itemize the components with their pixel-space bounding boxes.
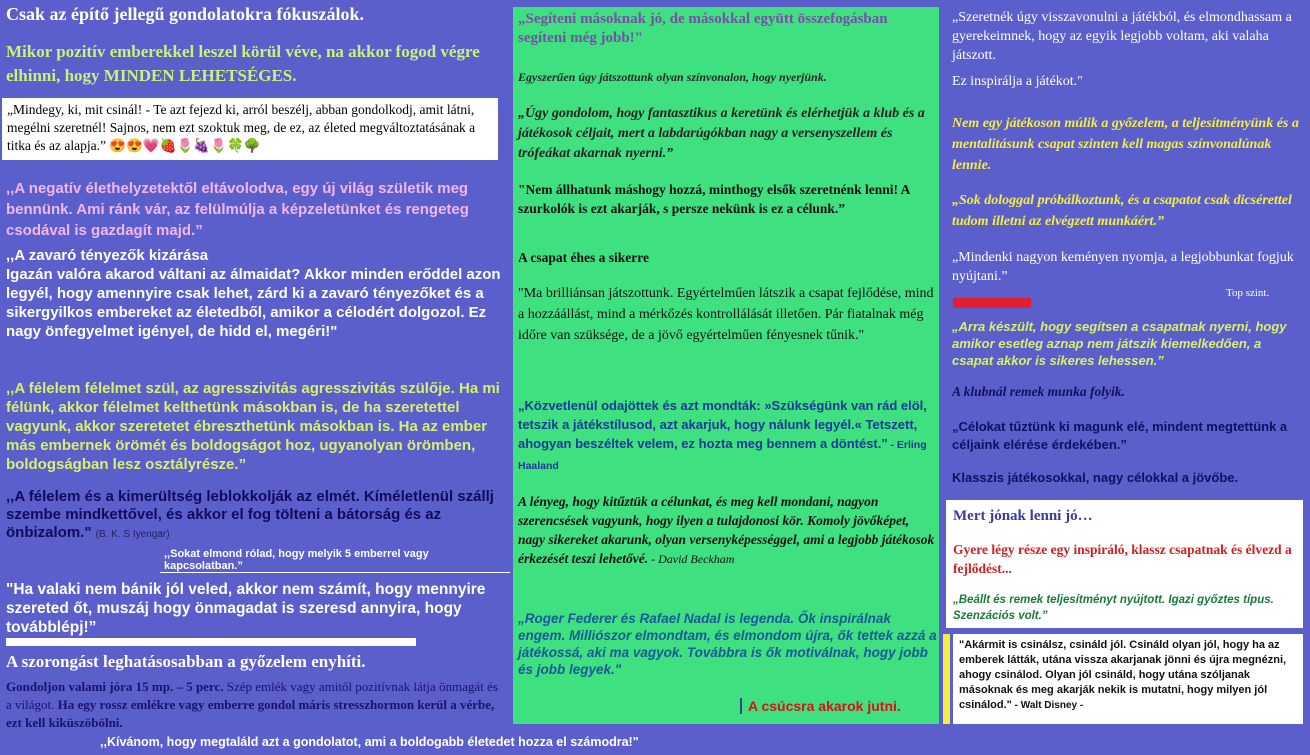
anxiety-title: A szorongást leghatásosabban a győzelem enyhíti. (6, 652, 366, 671)
anxiety-lead: Gondoljon valami jóra 15 mp. – 5 perc. (6, 679, 224, 694)
quote-fatigue-text: ,,A félelem és a kimerültség leblokkolják az elmét. Kíméletlenül szállj szembe mindkettővel, és akkor el fog tölteni a bátorság és az önbizalom." (6, 488, 494, 541)
disney-quote-author: - Walt Disney - (1011, 700, 1084, 711)
quote-haaland (518, 396, 938, 476)
quote-beckham-text: A lényeg, hogy kitűztük a célunkat, és meg kell mondani, nagyon szerencsések vagyunk, hogy ilyen a tulajdonosi kör. Komoly jövőképet, nagy sikereket akarunk, olyan versenyképességgel, ami a legjobb játékosok érkezését teszi lehetővé. (518, 494, 935, 566)
invite-text: Gyere légy része egy inspiráló, klassz csapatnak és élvezd a fejlődést... (953, 542, 1292, 576)
footer-wish: ,,Kívánom, hogy megtaláld azt a gondolatot, ami a boldogabb életedet hozza el számodra!" (100, 735, 639, 749)
left-heading-positive: Mikor pozitív emberekkel leszel körül véve, na akkor fogod végre elhinni, hogy MINDEN LEHETSÉGES. (6, 42, 480, 85)
quote-selflove: "Ha valaki nem bánik jól veled, akkor nem számít, hogy mennyire szereted őt, muszáj hogy önmagadat is szeresd annyira, hogy továbblépj!” (6, 581, 486, 636)
quote-distraction (6, 246, 506, 341)
quote-federer: „Roger Federer és Rafael Nadal is legenda. Ők inspirálnak engem. Milliószor elmondtam, és elmondom újra, ők tettek azzá a játékossá, aki ma vagyok. Továbbra is ők motiválnak, hogy jobb és jobb legyek." (518, 611, 937, 677)
disney-quote-text: "Akármit is csinálsz, csináld jól. Csináld olyan jól, hogy ha az emberek látták, utána vissza akarjanak jönni és újra megnézni, ahogy csinálod. Olyan jól csináld, hogy utána szóljanak másoknak és meg akarják nekik is mutatni, hogy milyen jól csinálod." (959, 639, 1287, 711)
quote-first: "Nem állhatunk máshogy hozzá, minthogy elsők szeretnénk lenni! A szurkolók is ezt akarják, s persze nekünk is ez a célunk.” (518, 182, 910, 216)
team-hungry: A csapat éhes a sikerre (518, 250, 649, 265)
quote-negative: ,,A negatív élethelyzetektől eltávolodva, egy új világ születik meg bennünk. Ami ránk vár, az felülmúlja a képzeletünket és rengeteg csodával is gazdagít majd.” (6, 180, 469, 239)
quote-fatigue-author: (B. K. S Iyengar) (95, 529, 170, 540)
summit-text: A csúcsra akarok jutni. (740, 698, 936, 714)
quote-inspire: Ez inspirálja a játékot." (952, 74, 1083, 89)
quote-frame: „Úgy gondolom, hogy fantasztikus a keretünk és elérhetjük a klub és a játékosok céljait, mert a labdarúgókban nagy a versenyszellem és trófeákat akarnak nyerni.” (518, 106, 925, 161)
quote-hard: „Mindenki nagyon keményen nyomja, a legjobbunkat fogjuk nyújtani.” (952, 250, 1294, 284)
quote-beckham (518, 492, 938, 569)
yellow-bar (943, 634, 950, 724)
anxiety-body1: Szép emlék vagy amitől pozitívnak látja önmagát és a világot. (6, 679, 498, 712)
left-box-quote: „Mindegy, ki, mit csinál! - Te azt fejezd ki, arról beszélj, abban gondolkodj, amit látni, megélni szeretnél! Sajnos, nem ezt szoktuk meg, de ez, az életed megváltoztatásának a titka és az alapja.” 😍😍💗🍓🌷🍇🌷🍀🌳 (2, 98, 498, 160)
quote-distraction-title: ,,A zavaró tényezők kizárása (6, 247, 209, 264)
quote-victory: Nem egy játékoson múlik a győzelem, a teljesítményünk és a mentalitásunk csapat szinten kell magas színvonalúnak lennie. (952, 116, 1299, 173)
white-divider-bar (6, 638, 416, 646)
middle-title-quote: „Segíteni másoknak jó, de másokkal együtt összefogásban segíteni még jobb!" (518, 11, 888, 46)
quote-retire: „Szeretnék úgy visszavonulni a játékból, és elmondhassam a gyerekeimnek, hogy az egyik legjobb voltam, aki valaha játszott. (952, 10, 1292, 63)
quote-fear: ,,A félelem félelmet szül, az agresszivitás agresszivitás szülője. Ha mi félünk, akkor félelmet kelthetünk másokban is, de ha szeretettel vagyunk, akkor szeretetet ébreszthetünk másokban is. Ha az ember más embernek örömét és boldogságot hoz, ugyanolyan örömben, boldogságban lesz osztályrésze.” (6, 380, 500, 473)
classic-players: Klasszis játékosokkal, nagy célokkal a jövőbe. (952, 470, 1239, 485)
quote-goals: „Célokat tűztünk ki magunk elé, mindent megtettünk a céljaink elérése érdekében.” (952, 419, 1288, 452)
quote-haaland-text: „Közvetlenül odajöttek és azt mondták: »Szükségünk van rád elöl, tetszik a játékstílusod, azt akarjuk, hogy nálunk legyél.« Tetszett, ahogyan beszéltek velem, ez hozta meg bennem a döntést." (518, 398, 927, 451)
anxiety-body2: Ha egy rossz emlékre vagy emberre gondol máris stresszhormon kerül a vérbe, ezt kell kiküszöbölni. (6, 697, 495, 730)
left-heading-focus: Csak az építő jellegű gondolatokra fókuszálok. (6, 4, 365, 24)
good-title: Mert jónak lenni jó… (953, 508, 1093, 524)
quote-fatigue (6, 488, 506, 544)
club-work: A klubnál remek munka folyik. (952, 384, 1125, 399)
red-bar (953, 298, 1031, 308)
middle-line-played: Egyszerűen úgy játszottunk olyan színvonalon, hogy nyerjünk. (518, 70, 827, 84)
quote-distraction-body: Igazán valóra akarod váltani az álmaidat? Akkor minden erőddel azon legyél, hogy amennyire csak lehet, zárd ki a zavaró tényezőket és a sikergyilkos embereket az életedből, amikor a célodért dolgozol. Ez nagy önfegyelmet igényel, de hidd el, megéri!" (6, 266, 501, 340)
top-level-label: Top szint. (1226, 287, 1270, 299)
quote-haaland-author: - Erling Haaland (518, 439, 927, 472)
disney-quote-box (953, 634, 1303, 724)
small-note: ,,Sokat elmond rólad, hogy melyik 5 emberrel vagy kapcsolatban.” (160, 548, 510, 573)
quote-brilliant: "Ma brilliánsan játszottunk. Egyértelműen látszik a csapat fejlődése, mind a hozzáállást, mind a mérkőzés kontrollálását illetően. Pár fiatalnak még időre van szüksége, de a jövő egyértelműen fényesnek tűnik." (518, 286, 934, 343)
quote-beckham-author: - David Beckham (648, 552, 735, 566)
performance-quote: „Beállt és remek teljesítményt nyújtott. Igazi győztes típus. Szenzációs volt.” (953, 594, 1274, 622)
quote-ready: „Arra készült, hogy segítsen a csapatnak nyerni, hogy amikor esetleg aznap nem játszik kiemelkedően, a csapat akkor is sikeres lehessen.” (952, 319, 1287, 368)
anxiety-text (6, 678, 506, 732)
quote-praise: „Sok dologgal próbálkoztunk, és a csapatot csak dicsérettel tudom illetni az elvégzett munkáért.” (952, 193, 1292, 229)
